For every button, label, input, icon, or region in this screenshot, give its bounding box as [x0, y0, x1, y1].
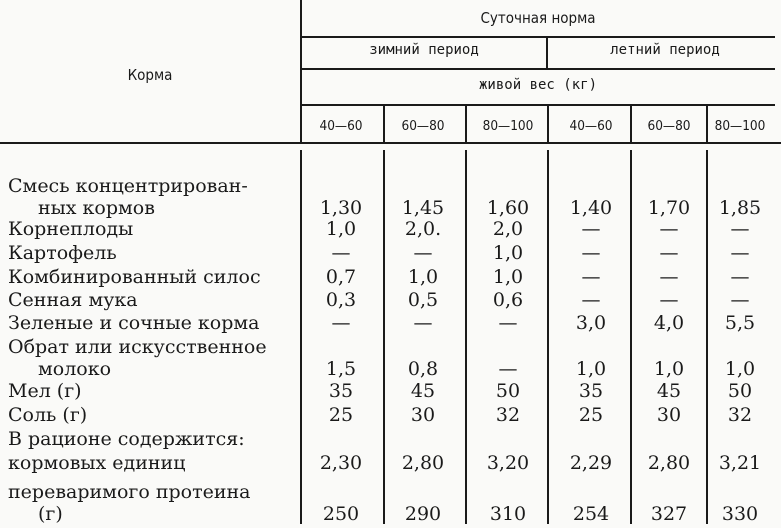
- weight-range-header: 80—100: [714, 118, 766, 134]
- row-value: 2,0.: [404, 218, 442, 240]
- row-value: 1,70: [647, 197, 691, 219]
- feeds-header: Корма: [127, 66, 173, 84]
- row-value: —: [581, 242, 601, 264]
- row-value: 0,8: [407, 358, 439, 380]
- row-label: Комбинированный силос: [8, 266, 261, 288]
- header-bottom-rule: [0, 142, 781, 144]
- row-value: 1,0: [492, 242, 524, 264]
- body-column-divider: [383, 150, 385, 524]
- feeds-column-divider: [300, 0, 302, 142]
- row-value: 45: [656, 380, 682, 402]
- row-value: 1,60: [486, 197, 530, 219]
- row-value: 250: [322, 503, 360, 525]
- row-value: 25: [578, 404, 604, 426]
- row-value: 254: [572, 503, 610, 525]
- row-value: 50: [727, 380, 753, 402]
- live-weight-header: живой вес (кг): [478, 77, 598, 93]
- row-value: 2,80: [401, 452, 445, 474]
- row-label: ных кормов: [38, 197, 155, 219]
- row-label: Сенная мука: [8, 289, 138, 311]
- row-label: Корнеплоды: [8, 218, 134, 240]
- weight-range-header: 40—60: [319, 118, 363, 134]
- row-value: —: [659, 289, 679, 311]
- row-label: Соль (г): [8, 404, 88, 426]
- row-value: 3,21: [718, 452, 762, 474]
- row-label: В рационе содержится:: [8, 428, 245, 450]
- row-value: —: [730, 242, 750, 264]
- body-column-divider: [465, 150, 467, 524]
- row-value: 50: [495, 380, 521, 402]
- row-value: 2,0: [492, 218, 524, 240]
- row-value: 3,20: [486, 452, 530, 474]
- row-value: 0,5: [407, 289, 439, 311]
- row-value: 0,6: [492, 289, 524, 311]
- row-value: 1,0: [407, 266, 439, 288]
- row-value: 290: [404, 503, 442, 525]
- row-label: Зеленые и сочные корма: [8, 312, 260, 334]
- row-value: —: [581, 266, 601, 288]
- weight-range-header: 80—100: [482, 118, 534, 134]
- winter-period-header: зимний период: [369, 42, 479, 58]
- row-value: —: [730, 218, 750, 240]
- row-value: 1,0: [653, 358, 685, 380]
- weight-range-header: 60—80: [401, 118, 445, 134]
- row-value: —: [413, 312, 433, 334]
- body-column-divider: [300, 150, 302, 524]
- row-value: 330: [721, 503, 759, 525]
- weight-column-divider: [383, 106, 385, 142]
- row-value: 5,5: [724, 312, 756, 334]
- body-column-divider: [706, 150, 708, 524]
- daily-norm-header: Суточная норма: [480, 9, 596, 27]
- row-value: 45: [410, 380, 436, 402]
- row-value: —: [413, 242, 433, 264]
- weight-range-header: 40—60: [569, 118, 613, 134]
- row-value: —: [730, 289, 750, 311]
- row-value: 327: [650, 503, 688, 525]
- header-rule: [300, 68, 775, 70]
- row-value: 35: [578, 380, 604, 402]
- row-value: —: [498, 312, 518, 334]
- row-value: 310: [489, 503, 527, 525]
- row-value: 4,0: [653, 312, 685, 334]
- row-value: —: [659, 266, 679, 288]
- row-label: Мел (г): [8, 380, 82, 402]
- row-value: 1,0: [724, 358, 756, 380]
- weight-range-header: 60—80: [647, 118, 691, 134]
- row-label: переваримого протеина: [8, 481, 251, 503]
- summer-period-header: летний период: [610, 42, 720, 58]
- row-value: 1,0: [325, 218, 357, 240]
- row-value: 1,85: [718, 197, 762, 219]
- row-label: Обрат или искусственное: [8, 336, 267, 358]
- row-label: молоко: [38, 358, 112, 380]
- row-value: 3,0: [575, 312, 607, 334]
- row-value: 32: [495, 404, 521, 426]
- row-value: —: [331, 242, 351, 264]
- body-column-divider: [630, 150, 632, 524]
- row-value: 1,0: [575, 358, 607, 380]
- row-value: 30: [656, 404, 682, 426]
- row-label: Картофель: [8, 242, 117, 264]
- weight-column-divider: [547, 106, 549, 142]
- row-value: 32: [727, 404, 753, 426]
- row-value: 35: [328, 380, 354, 402]
- weight-column-divider: [706, 106, 708, 142]
- row-value: 2,80: [647, 452, 691, 474]
- weight-column-divider: [630, 106, 632, 142]
- row-value: 30: [410, 404, 436, 426]
- season-divider: [546, 38, 548, 68]
- row-value: —: [581, 218, 601, 240]
- row-value: —: [498, 358, 518, 380]
- row-value: —: [659, 242, 679, 264]
- row-label: Смесь концентрирован-: [8, 175, 248, 197]
- row-value: —: [730, 266, 750, 288]
- row-value: 0,3: [325, 289, 357, 311]
- row-value: 2,30: [319, 452, 363, 474]
- row-label: кормовых единиц: [8, 452, 186, 474]
- weight-column-divider: [465, 106, 467, 142]
- row-value: 1,40: [569, 197, 613, 219]
- row-label: (г): [38, 503, 63, 525]
- row-value: —: [659, 218, 679, 240]
- row-value: 2,29: [569, 452, 613, 474]
- row-value: —: [581, 289, 601, 311]
- body-column-divider: [547, 150, 549, 524]
- header-rule: [300, 36, 775, 38]
- header-rule: [300, 104, 775, 106]
- row-value: 1,0: [492, 266, 524, 288]
- row-value: 25: [328, 404, 354, 426]
- row-value: 1,45: [401, 197, 445, 219]
- row-value: 0,7: [325, 266, 357, 288]
- row-value: 1,30: [319, 197, 363, 219]
- row-value: —: [331, 312, 351, 334]
- row-value: 1,5: [325, 358, 357, 380]
